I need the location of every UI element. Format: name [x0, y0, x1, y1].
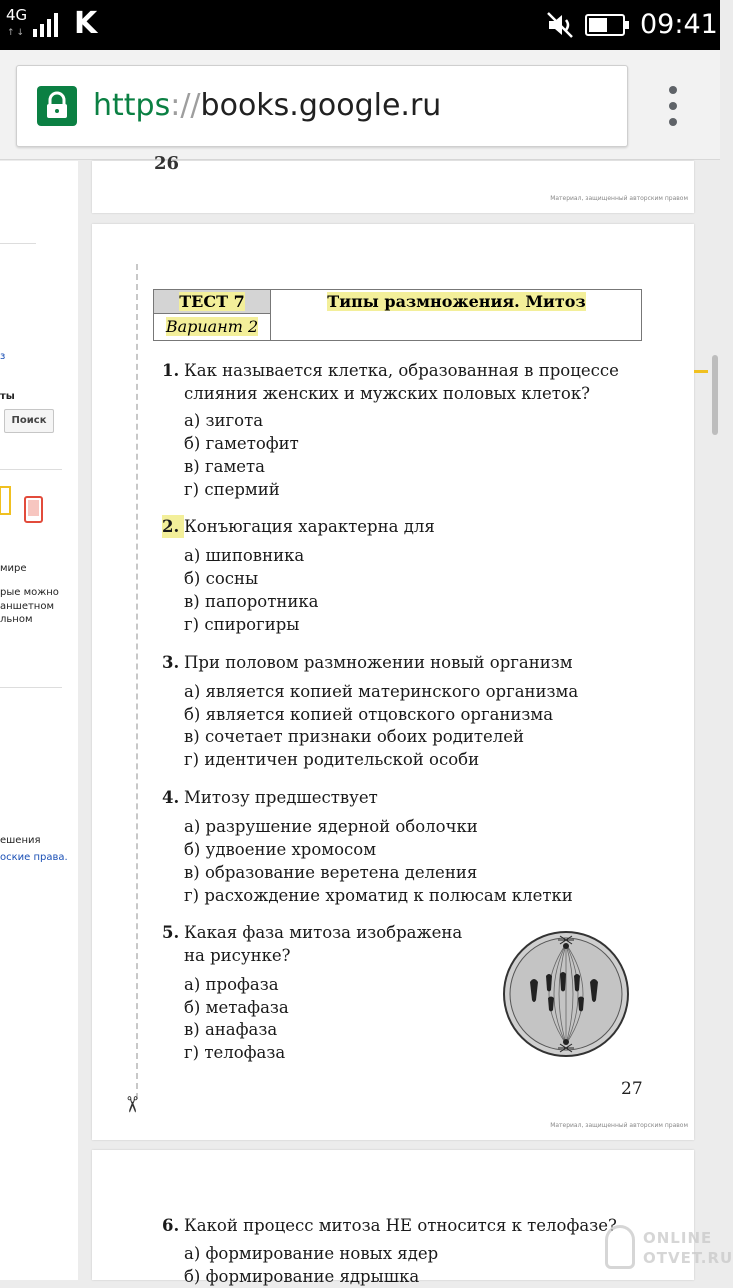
answer-option: в) образование веретена деления — [184, 863, 478, 882]
answer-option: в) папоротника — [184, 592, 319, 611]
book-page-27 — [92, 224, 694, 1140]
sidebar-text: мире — [0, 563, 27, 574]
question-text: При половом размножении новый организм — [184, 653, 573, 672]
answer-option: б) формирование ядрышка — [184, 1267, 420, 1286]
question-1 — [162, 359, 619, 405]
answer-option: в) гамета — [184, 457, 266, 476]
sidebar-divider — [0, 687, 62, 688]
answer-option: а) зигота — [184, 411, 264, 430]
question-text: Как называется клетка, образованная в процессе — [184, 361, 619, 380]
battery-icon — [585, 14, 625, 36]
sidebar-divider — [0, 469, 62, 470]
status-bar — [0, 0, 720, 50]
answer-option: б) метафаза — [184, 998, 289, 1017]
network-type: 4G — [6, 6, 28, 24]
tablet-icon — [24, 496, 44, 524]
sidebar-text: ешения — [0, 835, 41, 846]
test-header-table — [153, 289, 642, 341]
sidebar-link[interactable]: з — [0, 351, 6, 362]
signal-strength-icon — [33, 13, 63, 37]
question-number: 6. — [162, 1216, 180, 1235]
data-activity-icon: ↑↓ — [7, 28, 27, 38]
question-3 — [162, 651, 573, 674]
answer-option: г) идентичен родительской особи — [184, 750, 480, 769]
sidebar-link[interactable]: оские права. — [0, 852, 68, 863]
question-5 — [162, 921, 462, 967]
question-number: 3. — [162, 653, 180, 672]
sidebar-text: льном — [0, 614, 33, 625]
answer-option: б) сосны — [184, 569, 259, 588]
mitosis-illustration — [502, 930, 630, 1058]
answer-option: г) расхождение хроматид к полюсам клетки — [184, 886, 573, 905]
question-number: 5. — [162, 923, 180, 942]
question-text: Конъюгация характерна для — [184, 517, 435, 536]
answer-option: а) шиповника — [184, 546, 305, 565]
answer-option: а) формирование новых ядер — [184, 1244, 439, 1263]
book-page-26 — [92, 153, 694, 213]
books-sidebar — [0, 161, 78, 1280]
answer-option: б) удвоение хромосом — [184, 840, 377, 859]
lock-icon[interactable] — [37, 86, 77, 126]
answer-option: г) спирогиры — [184, 615, 300, 634]
highlight-marker — [694, 370, 708, 373]
url-separator: :// — [170, 88, 201, 123]
answer-option: б) гаметофит — [184, 434, 299, 453]
question-4 — [162, 786, 378, 809]
url-text[interactable] — [93, 86, 441, 126]
answer-option: г) телофаза — [184, 1043, 286, 1062]
test-title — [272, 290, 641, 314]
answer-option: г) спермий — [184, 480, 280, 499]
sidebar-heading: ты — [0, 391, 15, 402]
sidebar-text: аншетном — [0, 601, 54, 612]
question-6 — [162, 1214, 617, 1237]
question-number: 4. — [162, 788, 180, 807]
watermark-line1: ONLINE — [643, 1229, 713, 1247]
sidebar-text: рые можно — [0, 587, 59, 598]
question-number: 1. — [162, 361, 180, 380]
book-page-28 — [92, 1150, 694, 1286]
test-label — [154, 290, 271, 314]
scrollbar-thumb[interactable] — [712, 355, 718, 435]
watermark-line2: OTVET.RU — [643, 1249, 733, 1267]
book-icon — [0, 486, 14, 516]
answer-option: а) разрушение ядерной оболочки — [184, 817, 478, 836]
app-notification-icon: K — [74, 6, 98, 41]
question-text-cont: слияния женских и мужских половых клеток? — [184, 384, 590, 403]
answer-option: в) сочетает признаки обоих родителей — [184, 727, 525, 746]
answer-option: в) анафаза — [184, 1020, 278, 1039]
lightbulb-icon — [605, 1225, 635, 1269]
question-2 — [162, 515, 435, 538]
answer-option: а) профаза — [184, 975, 279, 994]
url-host: books.google.ru — [200, 88, 442, 123]
answer-option: б) является копией отцовского организма — [184, 705, 554, 724]
copyright-notice: Материал, защищенный авторским правом — [550, 1122, 688, 1129]
clock: 09:41 — [640, 9, 718, 40]
question-text-cont: на рисунке? — [184, 946, 291, 965]
test-title-text: Типы размножения. Митоз — [327, 292, 586, 311]
page-number: 27 — [621, 1079, 643, 1099]
url-scheme: https — [93, 88, 171, 123]
question-number: 2. — [162, 515, 184, 538]
answer-option: а) является копией материнского организма — [184, 682, 579, 701]
test-label-text: ТЕСТ 7 — [179, 292, 245, 311]
mute-icon — [545, 10, 575, 40]
question-text: Какой процесс митоза НЕ относится к телофазе? — [184, 1216, 617, 1235]
variant-label-text: Вариант 2 — [165, 317, 259, 336]
page-number: 26 — [154, 153, 180, 174]
copyright-notice: Материал, защищенный авторским правом — [550, 195, 688, 202]
search-in-book-button[interactable]: Поиск — [4, 409, 54, 433]
variant-label — [154, 314, 271, 340]
address-bar[interactable] — [16, 65, 628, 147]
sidebar-divider — [0, 243, 36, 244]
browser-toolbar — [0, 50, 720, 160]
question-text: Какая фаза митоза изображена — [184, 923, 463, 942]
watermark — [605, 1225, 733, 1275]
overflow-menu-icon[interactable] — [660, 86, 688, 126]
scissors-icon: ✂ — [118, 1095, 144, 1114]
cut-line — [136, 264, 138, 1099]
question-text: Митозу предшествует — [184, 788, 378, 807]
